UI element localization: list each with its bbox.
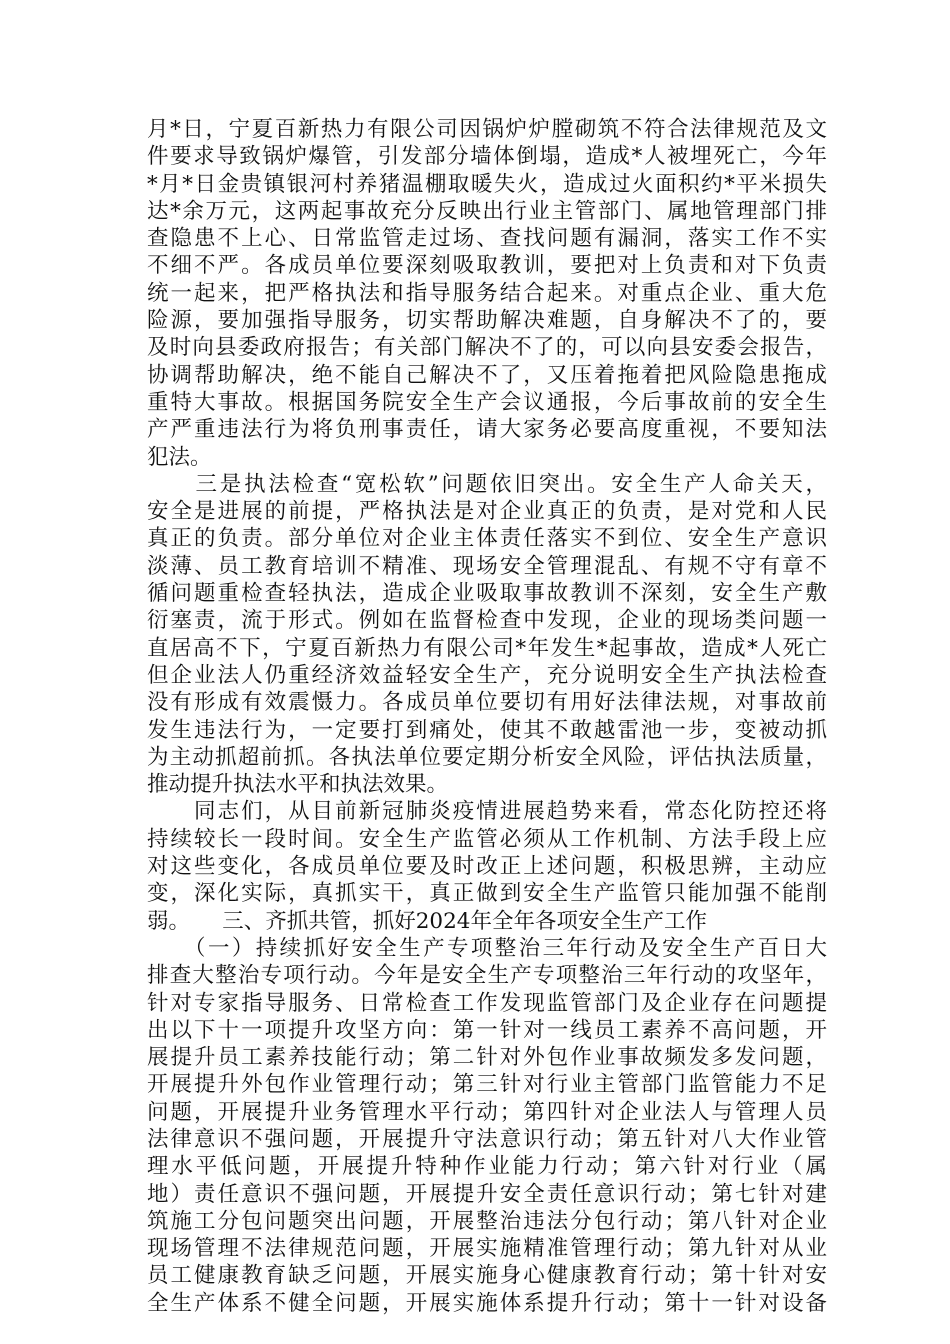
text-line: 及时向县委政府报告；有关部门解决不了的，可以向县安委会报告， bbox=[147, 335, 827, 361]
text-line: 查隐患不上心、日常监管走过场、查找问题有漏洞，落实工作不实 bbox=[147, 226, 827, 252]
text-line: 展提升员工素养技能行动；第二针对外包作业事故频发多发问题， bbox=[147, 1045, 827, 1071]
text-line: 三是执法检查“宽松软”问题依旧突出。安全生产人命关天， bbox=[147, 471, 827, 497]
text-line: 现场管理不法律规范问题，开展实施精准管理行动；第九针对从业 bbox=[147, 1236, 827, 1262]
text-line: 问题，开展提升业务管理水平行动；第四针对企业法人与管理人员 bbox=[147, 1099, 827, 1125]
text-line: 为主动抓超前抓。各执法单位要定期分析安全风险，评估执法质量， bbox=[147, 744, 827, 770]
text-line: 针对专家指导服务、日常检查工作发现监管部门及企业存在问题提 bbox=[147, 990, 827, 1016]
text-line: 统一起来，把严格执法和指导服务结合起来。对重点企业、重大危 bbox=[147, 280, 827, 306]
text-line: 不细不严。各成员单位要深刻吸取教训，要把对上负责和对下负责 bbox=[147, 253, 827, 279]
text-line: 对这些变化，各成员单位要及时改正上述问题，积极思辨，主动应 bbox=[147, 854, 827, 880]
text-line: 没有形成有效震慑力。各成员单位要切有用好法律法规，对事故前 bbox=[147, 690, 827, 716]
text-line: 筑施工分包问题突出问题，开展整治违法分包行动；第八针对企业 bbox=[147, 1208, 827, 1234]
text-line: 协调帮助解决，绝不能自己解决不了，又压着拖着把风险隐患拖成 bbox=[147, 362, 827, 388]
text-line: 弱。 三、齐抓共管，抓好2024年全年各项安全生产工作 bbox=[147, 908, 707, 934]
text-line: 达*余万元，这两起事故充分反映出行业主管部门、属地管理部门排 bbox=[147, 198, 827, 224]
text-line: 同志们，从目前新冠肺炎疫情进展趋势来看，常态化防控还将 bbox=[147, 799, 827, 825]
text-line: 开展提升外包作业管理行动；第三针对行业主管部门监管能力不足 bbox=[147, 1072, 827, 1098]
text-line: 产严重违法行为将负刑事责任，请大家务必要高度重视，不要知法 bbox=[147, 417, 827, 443]
text-line: 衍塞责，流于形式。例如在监督检查中发现，企业的现场类问题一 bbox=[147, 608, 827, 634]
text-line: 件要求导致锅炉爆管，引发部分墙体倒塌，造成*人被埋死亡，今年 bbox=[147, 144, 827, 170]
text-line: 犯法。 bbox=[147, 444, 212, 470]
text-line: 发生违法行为，一定要打到痛处，使其不敢越雷池一步，变被动抓 bbox=[147, 717, 827, 743]
text-line: 法律意识不强问题，开展提升守法意识行动；第五针对八大作业管 bbox=[147, 1126, 827, 1152]
text-line: 险源，要加强指导服务，切实帮助解决难题，自身解决不了的，要 bbox=[147, 308, 827, 334]
text-line: 地）责任意识不强问题，开展提升安全责任意识行动；第七针对建 bbox=[147, 1181, 827, 1207]
text-line: （一）持续抓好安全生产专项整治三年行动及安全生产百日大 bbox=[147, 935, 827, 961]
body-text bbox=[147, 116, 827, 1317]
text-line: 变，深化实际，真抓实干，真正做到安全生产监管只能加强不能削 bbox=[147, 881, 827, 907]
text-line: 真正的负责。部分单位对企业主体责任落实不到位、安全生产意识 bbox=[147, 526, 827, 552]
text-line: 全生产体系不健全问题，开展实施体系提升行动；第十一针对设备 bbox=[147, 1290, 827, 1316]
text-line: *月*日金贵镇银河村养猪温棚取暖失火，造成过火面积约*平米损失 bbox=[147, 171, 827, 197]
text-line: 理水平低问题，开展提升特种作业能力行动；第六针对行业（属 bbox=[147, 1154, 827, 1180]
text-line: 但企业法人仍重经济效益轻安全生产，充分说明安全生产执法检查 bbox=[147, 662, 827, 688]
text-line: 持续较长一段时间。安全生产监管必须从工作机制、方法手段上应 bbox=[147, 826, 827, 852]
text-line: 淡薄、员工教育培训不精准、现场安全管理混乱、有规不守有章不 bbox=[147, 553, 827, 579]
text-line: 安全是进展的前提，严格执法是对企业真正的负责，是对党和人民 bbox=[147, 499, 827, 525]
text-line: 排查大整治专项行动。今年是安全生产专项整治三年行动的攻坚年， bbox=[147, 963, 827, 989]
text-line: 直居高不下，宁夏百新热力有限公司*年发生*起事故，造成*人死亡 bbox=[147, 635, 827, 661]
text-line: 循问题重检查轻执法，造成企业吸取事故教训不深刻，安全生产敷 bbox=[147, 581, 827, 607]
text-line: 重特大事故。根据国务院安全生产会议通报，今后事故前的安全生 bbox=[147, 389, 827, 415]
text-line: 月*日，宁夏百新热力有限公司因锅炉炉膛砌筑不符合法律规范及文 bbox=[147, 117, 827, 142]
text-line: 出以下十一项提升攻坚方向：第一针对一线员工素养不高问题，开 bbox=[147, 1017, 827, 1043]
text-line: 推动提升执法水平和执法效果。 bbox=[147, 772, 449, 798]
text-line: 员工健康教育缺乏问题，开展实施身心健康教育行动；第十针对安 bbox=[147, 1263, 827, 1289]
